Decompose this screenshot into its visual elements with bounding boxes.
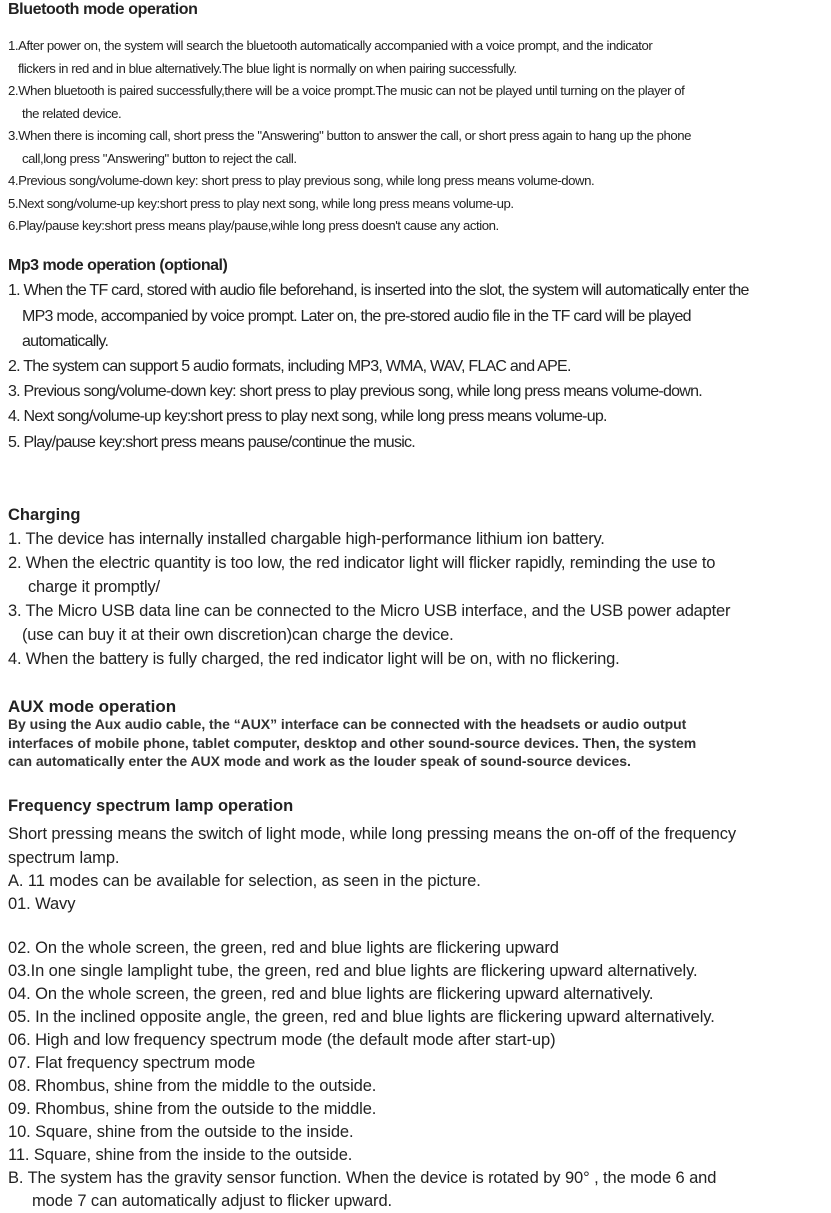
charging-line: 4. When the battery is fully charged, the red indicator light will be on, with no flickering. — [8, 650, 620, 668]
aux-line: interfaces of mobile phone, tablet computer, desktop and other sound-source devices. Then, the system — [8, 735, 697, 751]
mp3-line: 4. Next song/volume-up key:short press to play next song, while long press means volume-up. — [8, 408, 607, 425]
mp3-line: automatically. — [22, 333, 109, 350]
bluetooth-line: 5.Next song/volume-up key:short press to play next song, while long press means volume-up. — [8, 196, 514, 211]
aux-line: By using the Aux audio cable, the “AUX” interface can be connected with the headsets or audio output — [8, 716, 687, 732]
mp3-line: 3. Previous song/volume-down key: short press to play previous song, while long press means volume-down. — [8, 383, 702, 400]
aux-line: can automatically enter the AUX mode and work as the louder speak of sound-source devices. — [8, 753, 631, 769]
bluetooth-line: 6.Play/pause key:short press means play/pause,wihle long press doesn't cause any action. — [8, 218, 499, 233]
frequency-mode-item: 04. On the whole screen, the green, red and blue lights are flickering upward alternatively. — [8, 985, 654, 1003]
frequency-mode-item: 08. Rhombus, shine from the middle to the outside. — [8, 1077, 377, 1095]
aux-heading: AUX mode operation — [8, 697, 177, 716]
bluetooth-line: 1.After power on, the system will search the bluetooth automatically accompanied with a voice prompt, and the indicator — [8, 38, 653, 53]
charging-heading: Charging — [8, 506, 81, 524]
frequency-mode-item: 09. Rhombus, shine from the outside to the middle. — [8, 1100, 377, 1118]
bluetooth-line: 4.Previous song/volume-down key: short press to play previous song, while long press means volume-down. — [8, 173, 595, 188]
frequency-mode-item: 03.In one single lamplight tube, the green, red and blue lights are flickering upward alternatively. — [8, 962, 698, 980]
mp3-heading: Mp3 mode operation (optional) — [8, 257, 228, 274]
bluetooth-heading: Bluetooth mode operation — [8, 1, 198, 18]
frequency-mode-item: 06. High and low frequency spectrum mode (the default mode after start-up) — [8, 1031, 556, 1049]
charging-line: 2. When the electric quantity is too low, the red indicator light will flicker rapidly, reminding the use to — [8, 554, 716, 572]
bluetooth-line: 2.When bluetooth is paired successfully,there will be a voice prompt.The music can not be played until turning on the player of — [8, 83, 685, 98]
frequency-line: spectrum lamp. — [8, 849, 120, 867]
frequency-mode-item: 11. Square, shine from the inside to the outside. — [8, 1146, 353, 1164]
bluetooth-line: the related device. — [22, 106, 122, 121]
bluetooth-line: call,long press "Answering" button to reject the call. — [22, 151, 297, 166]
frequency-line: mode 7 can automatically adjust to flicker upward. — [32, 1192, 393, 1210]
bluetooth-line: 3.When there is incoming call, short press the "Answering" button to answer the call, or short press again to hang up the phone — [8, 128, 692, 143]
charging-line: 1. The device has internally installed chargable high-performance lithium ion battery. — [8, 530, 605, 548]
frequency-mode-item: 05. In the inclined opposite angle, the green, red and blue lights are flickering upward alternatively. — [8, 1008, 715, 1026]
charging-line: 3. The Micro USB data line can be connected to the Micro USB interface, and the USB power adapter — [8, 602, 731, 620]
frequency-mode-item: 02. On the whole screen, the green, red and blue lights are flickering upward — [8, 939, 559, 957]
frequency-heading: Frequency spectrum lamp operation — [8, 797, 294, 815]
mp3-line: MP3 mode, accompanied by voice prompt. Later on, the pre-stored audio file in the TF card will be played — [22, 308, 691, 325]
bluetooth-line: flickers in red and in blue alternatively.The blue light is normally on when pairing successfully. — [18, 61, 517, 76]
charging-line: (use can buy it at their own discretion)can charge the device. — [22, 626, 454, 644]
mp3-line: 1. When the TF card, stored with audio file beforehand, is inserted into the slot, the system will automatically enter the — [8, 282, 749, 299]
frequency-mode-item: 01. Wavy — [8, 895, 76, 913]
frequency-line: A. 11 modes can be available for selection, as seen in the picture. — [8, 872, 481, 890]
frequency-line: B. The system has the gravity sensor function. When the device is rotated by 90° , the mode 6 and — [8, 1169, 717, 1187]
frequency-mode-item: 10. Square, shine from the outside to the inside. — [8, 1123, 354, 1141]
frequency-mode-item: 07. Flat frequency spectrum mode — [8, 1054, 256, 1072]
frequency-line: Short pressing means the switch of light mode, while long pressing means the on-off of the frequency — [8, 825, 737, 843]
mp3-line: 5. Play/pause key:short press means pause/continue the music. — [8, 434, 415, 451]
charging-line: charge it promptly/ — [28, 578, 160, 596]
mp3-line: 2. The system can support 5 audio formats, including MP3, WMA, WAV, FLAC and APE. — [8, 358, 571, 375]
